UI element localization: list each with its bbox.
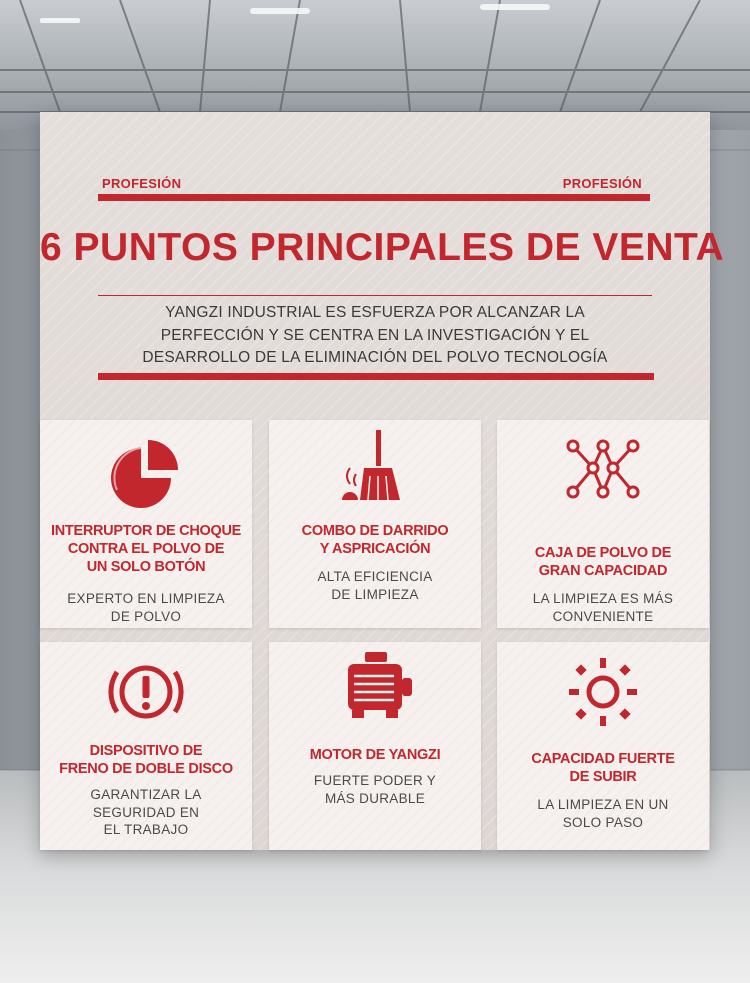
- sun-gear-icon: [497, 654, 709, 744]
- profession-tag-right: PROFESIÓN: [562, 176, 642, 191]
- feature-subtitle: EXPERTO EN LIMPIEZA DE POLVO: [67, 591, 225, 624]
- intro-paragraph: YANGZI INDUSTRIAL ES ESFUERZA POR ALCANZAR LA PERFECCIÓN Y SE CENTRA EN LA INVESTIGACIÓN Y EL DESARROLLO DE LA ELIMINACIÓN DEL POLVO TECNOLOGÍA: [142, 304, 608, 366]
- feature-title: COMBO DE DARRIDO Y ASPRICACIÓN: [301, 523, 449, 557]
- feature-title: INTERRUPTOR DE CHOQUE CONTRA EL POLVO DE UN SOLO BOTÓN: [50, 523, 241, 575]
- feature-card-6: [497, 642, 709, 850]
- feature-title: MOTOR DE YANGZI: [309, 747, 441, 763]
- brake-warning-icon: [40, 652, 252, 742]
- thin-divider: [98, 295, 652, 296]
- feature-card-2: [269, 420, 481, 628]
- feature-title: CAPACIDAD FUERTE DE SUBIR: [531, 751, 675, 785]
- page-title: 6 PUNTOS PRINCIPALES DE VENTA: [40, 226, 725, 269]
- bottom-divider: [98, 373, 654, 380]
- pie-chart-icon: [40, 430, 252, 520]
- profession-tag-left: PROFESIÓN: [102, 176, 182, 191]
- broom-icon: [269, 424, 481, 514]
- network-icon: [497, 432, 709, 522]
- top-divider: [98, 194, 650, 201]
- feature-subtitle: LA LIMPIEZA EN UN SOLO PASO: [537, 797, 669, 830]
- feature-card-3: [497, 420, 709, 628]
- feature-subtitle: GARANTIZAR LA SEGURIDAD EN EL TRABAJO: [90, 787, 202, 837]
- feature-card-4: [40, 642, 252, 850]
- intro-text: [98, 302, 652, 370]
- feature-subtitle: LA LIMPIEZA ES MÁS CONVENIENTE: [532, 591, 674, 624]
- feature-card-1: [40, 420, 252, 628]
- info-panel: [40, 112, 725, 850]
- feature-subtitle: ALTA EFICIENCIA DE LIMPIEZA: [317, 569, 433, 602]
- feature-subtitle: FUERTE PODER Y MÁS DURABLE: [313, 773, 437, 806]
- feature-title: DISPOSITIVO DE FRENO DE DOBLE DISCO: [59, 743, 233, 777]
- motor-icon: [269, 650, 481, 740]
- feature-card-5: [269, 642, 481, 850]
- feature-title: CAJA DE POLVO DE GRAN CAPACIDAD: [534, 545, 672, 579]
